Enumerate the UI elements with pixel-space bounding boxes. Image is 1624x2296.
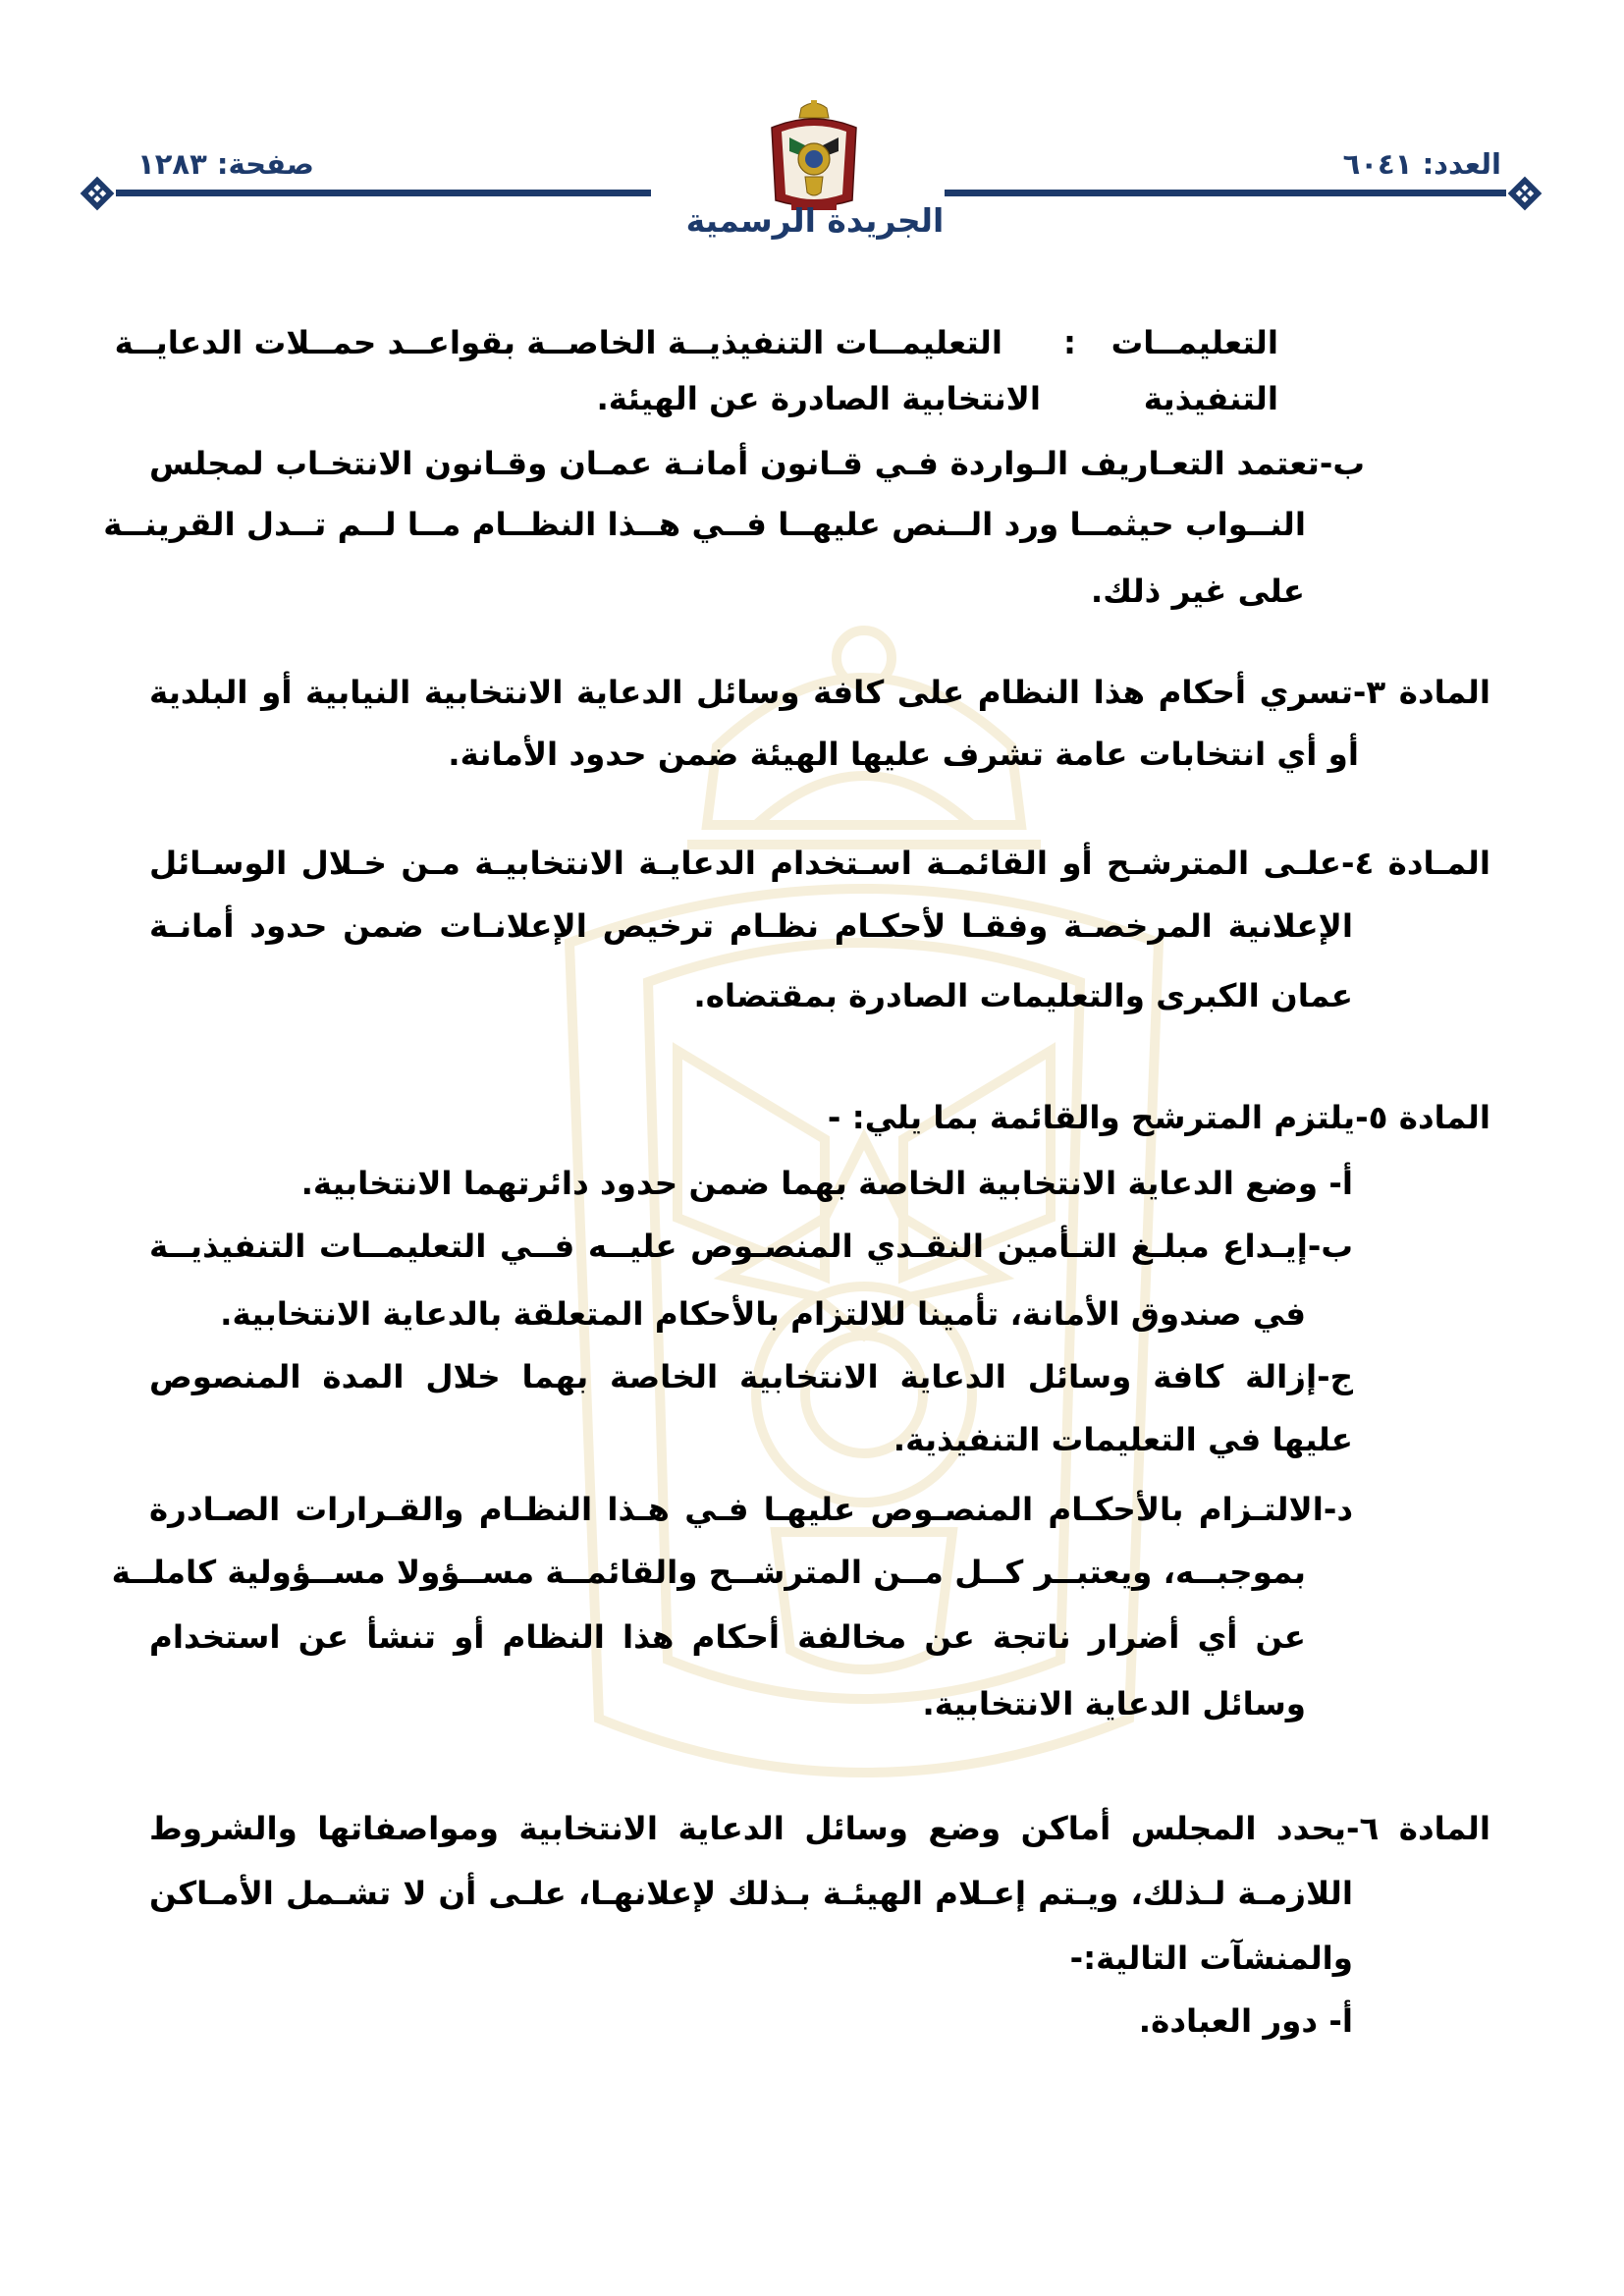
clause-b-line: النــواب حيثمــا ورد الــنص عليهــا فــي هــذا النظــام مــا لــم تــدل القرينــة [103, 506, 1306, 543]
article-4-line: المـادة ٤-علـى المترشـح أو القائمـة اسـتخدام الدعايـة الانتخابيـة مـن خـلال الوسـائل [149, 845, 1490, 882]
definition-term-continuation: التنفيذية [1143, 380, 1278, 417]
article-5-item-d: عن أي أضرار ناتجة عن مخالفة أحكام هذا النظام أو تنشأ عن استخدام [149, 1618, 1306, 1656]
issue-number: العدد: ٦٠٤١ [1342, 147, 1501, 181]
page-number: صفحة: ١٢٨٣ [137, 147, 314, 181]
definition-text-line: الانتخابية الصادرة عن الهيئة. [596, 380, 1041, 417]
definition-text-line: التعليمــات التنفيذيــة الخاصــة بقواعــد حمــلات الدعايــة [114, 324, 1002, 361]
definition-separator: : [1063, 324, 1076, 361]
article-5-item-c: ج-إزالة كافة وسائل الدعاية الانتخابية الخاصة بهما خلال المدة المنصوص [149, 1358, 1353, 1395]
article-6-line: المادة ٦-يحدد المجلس أماكن وضع وسائل الدعاية الانتخابية ومواصفاتها والشروط [149, 1810, 1490, 1847]
clause-b-line: على غير ذلك. [1090, 573, 1305, 610]
article-5-item-a: أ- وضع الدعاية الانتخابية الخاصة بهما ضمن حدود دائرتهما الانتخابية. [300, 1165, 1353, 1202]
article-5-item-b: في صندوق الأمانة، تأمينا للالتزام بالأحكام المتعلقة بالدعاية الانتخابية. [220, 1295, 1306, 1333]
definition-term: التعليمــات [1110, 324, 1278, 361]
article-5-item-c: عليها في التعليمات التنفيذية. [893, 1421, 1353, 1458]
article-4-line: الإعلانية المرخصـة وفقـا لأحكـام نظـام ترخيص الإعلانـات ضمن حدود أمانـة [149, 907, 1353, 945]
article-5-item-b: ب-إيـداع مبلـغ التـأمين النقـدي المنصـوص عليــه فــي التعليمــات التنفيذيــة [149, 1228, 1353, 1265]
article-4-line: عمان الكبرى والتعليمات الصادرة بمقتضاه. [693, 977, 1353, 1014]
article-5-item-d: وسائل الدعاية الانتخابية. [922, 1685, 1306, 1722]
article-3-line: أو أي انتخابات عامة تشرف عليها الهيئة ضمن حدود الأمانة. [448, 736, 1359, 773]
article-5-item-d: د-الالتـزام بالأحكـام المنصـوص عليهـا فـي هـذا النظـام والقـرارات الصـادرة [149, 1491, 1353, 1528]
article-6-line: والمنشآت التالية:- [1069, 1940, 1353, 1977]
article-3-line: المادة ٣-تسري أحكام هذا النظام على كافة وسائل الدعاية الانتخابية النيابية أو البلدية [149, 674, 1491, 711]
clause-b-line: ب-تعتمد التعـاريف الـواردة فـي قـانون أمانـة عمـان وقـانون الانتخـاب لمجلس [149, 445, 1365, 482]
article-5-item-d: بموجبــه، ويعتبــر كــل مــن المترشــح والقائمــة مســؤولا مســؤولية كاملــة [111, 1554, 1306, 1591]
article-6-line: اللازمـة لـذلك، ويـتم إعـلام الهيئـة بـذلك لإعلانهـا، علـى أن لا تشـمل الأمـاكن [149, 1875, 1353, 1912]
gazette-title: الجريدة الرسمية [685, 201, 945, 240]
article-5-heading: المادة ٥-يلتزم المترشح والقائمة بما يلي: - [827, 1099, 1490, 1136]
article-6-item-a: أ- دور العبادة. [1138, 2002, 1353, 2040]
